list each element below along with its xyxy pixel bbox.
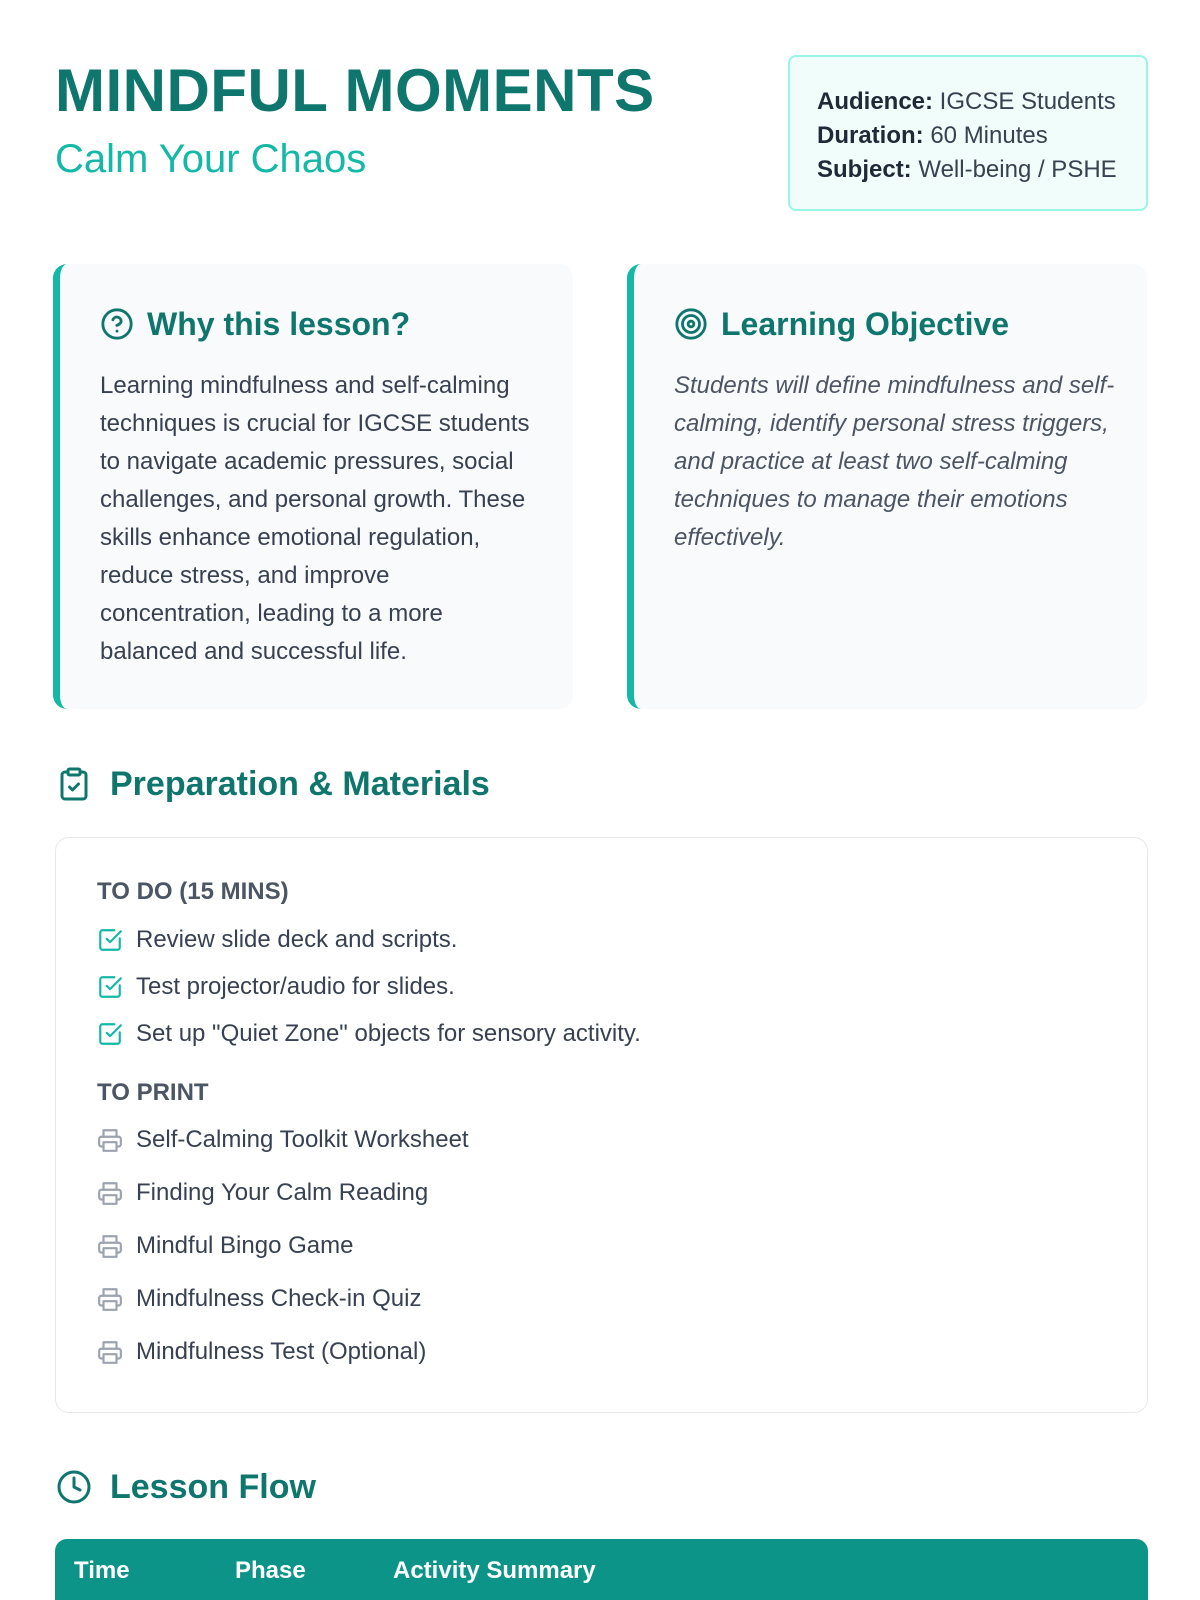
clock-icon bbox=[56, 1467, 92, 1507]
meta-duration-label: Duration: bbox=[817, 122, 924, 149]
todo-item bbox=[97, 1019, 641, 1049]
print-item bbox=[97, 1337, 426, 1367]
preparation-title: Preparation & Materials bbox=[110, 764, 490, 803]
why-lesson-card bbox=[53, 264, 573, 709]
todo-item-label: Set up "Quiet Zone" objects for sensory activity. bbox=[136, 1020, 641, 1047]
print-item bbox=[97, 1125, 469, 1155]
lesson-flow-table-header bbox=[55, 1539, 1148, 1600]
question-circle-icon bbox=[100, 307, 134, 341]
todo-item bbox=[97, 972, 455, 1002]
target-icon bbox=[674, 307, 708, 341]
print-item bbox=[97, 1231, 353, 1261]
printer-icon bbox=[97, 1339, 123, 1365]
meta-subject-label: Subject: bbox=[817, 156, 912, 183]
print-item-label: Finding Your Calm Reading bbox=[136, 1179, 429, 1206]
printer-icon bbox=[97, 1180, 123, 1206]
print-item bbox=[97, 1178, 428, 1208]
page-title: MINDFUL MOMENTS bbox=[55, 57, 655, 124]
meta-subject-value: Well-being / PSHE bbox=[911, 156, 1117, 183]
learning-objective-card bbox=[627, 264, 1147, 709]
column-header-activity: Activity Summary bbox=[393, 1557, 596, 1584]
clipboard-check-icon bbox=[56, 764, 92, 804]
printer-icon bbox=[97, 1286, 123, 1312]
meta-duration bbox=[817, 119, 1146, 153]
lesson-meta-box bbox=[788, 55, 1148, 211]
print-item-label: Mindful Bingo Game bbox=[136, 1232, 354, 1259]
lesson-flow-heading bbox=[56, 1464, 316, 1510]
print-item-label: Self-Calming Toolkit Worksheet bbox=[136, 1126, 469, 1153]
lesson-flow-title: Lesson Flow bbox=[110, 1467, 316, 1506]
why-lesson-title: Why this lesson? bbox=[147, 305, 411, 342]
todo-heading: TO DO (15 MINS) bbox=[97, 878, 289, 905]
page-subtitle: Calm Your Chaos bbox=[55, 137, 367, 181]
meta-audience bbox=[817, 85, 1146, 119]
learning-objective-header bbox=[674, 304, 1009, 344]
todo-item-label: Review slide deck and scripts. bbox=[136, 926, 458, 953]
preparation-heading bbox=[56, 761, 490, 807]
meta-subject bbox=[817, 153, 1146, 187]
todo-item bbox=[97, 925, 457, 955]
learning-objective-body: Students will define mindfulness and self-calming, identify personal stress triggers, and practice at least two self-calming techniques to manage their emotions effectively. bbox=[674, 372, 1115, 551]
checkbox-checked-icon bbox=[97, 974, 123, 1000]
todo-item-label: Test projector/audio for slides. bbox=[136, 973, 455, 1000]
print-item-label: Mindfulness Check-in Quiz bbox=[136, 1285, 422, 1312]
printer-icon bbox=[97, 1127, 123, 1153]
meta-audience-value: IGCSE Students bbox=[933, 88, 1116, 115]
meta-duration-value: 60 Minutes bbox=[923, 122, 1048, 149]
meta-audience-label: Audience: bbox=[817, 88, 934, 115]
checkbox-checked-icon bbox=[97, 927, 123, 953]
checkbox-checked-icon bbox=[97, 1021, 123, 1047]
column-header-time: Time bbox=[74, 1557, 130, 1584]
why-lesson-body: Learning mindfulness and self-calming techniques is crucial for IGCSE students to navigate academic pressures, social challenges, and personal growth. These skills enhance emotional regulation, reduce stress, and improve concentration, leading to a more balanced and successful life. bbox=[100, 372, 530, 665]
print-item bbox=[97, 1284, 421, 1314]
why-lesson-header bbox=[100, 304, 410, 344]
print-heading: TO PRINT bbox=[97, 1079, 209, 1106]
lesson-header bbox=[55, 55, 1147, 215]
printer-icon bbox=[97, 1233, 123, 1259]
column-header-phase: Phase bbox=[235, 1557, 306, 1584]
learning-objective-title: Learning Objective bbox=[721, 305, 1010, 342]
preparation-box bbox=[55, 837, 1148, 1413]
print-item-label: Mindfulness Test (Optional) bbox=[136, 1338, 427, 1365]
